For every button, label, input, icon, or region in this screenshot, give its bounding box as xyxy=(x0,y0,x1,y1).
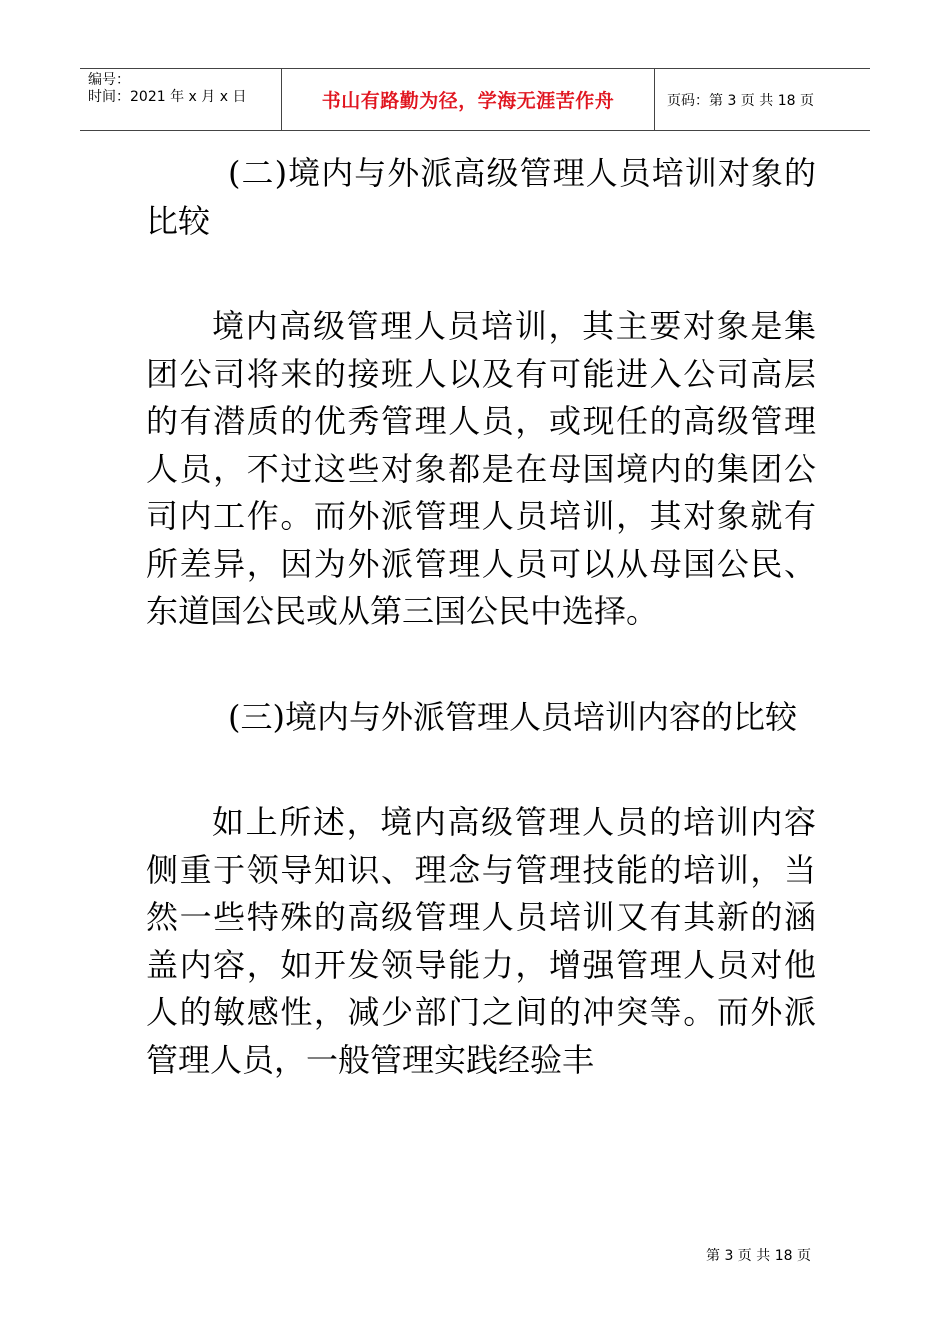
header-page-cell xyxy=(655,69,870,130)
header-motto-cell xyxy=(282,69,655,130)
paragraph-spacer xyxy=(146,741,816,799)
document-number-label: 编号： xyxy=(88,72,130,88)
section-heading-2: (二)境内与外派高级管理人员培训对象的比较 xyxy=(146,154,816,240)
paragraph-spacer xyxy=(146,636,816,694)
header-meta-cell xyxy=(80,69,282,130)
header-page-info: 页码：第 3 页 共 18 页 xyxy=(667,92,814,109)
page-header xyxy=(80,68,870,131)
section-heading-3: (三)境内与外派管理人员培训内容的比较 xyxy=(228,697,797,736)
header-motto: 书山有路勤为径，学海无涯苦作舟 xyxy=(321,90,615,112)
paragraph-spacer xyxy=(146,245,816,303)
document-body xyxy=(146,150,816,1084)
paragraph-training-targets: 境内高级管理人员培训，其主要对象是集团公司将来的接班人以及有可能进入公司高层的有潜质的优秀管理人员，或现任的高级管理人员，不过这些对象都是在母国境内的集团公司内工作。而外派管理人员培训，其对象就有所差异，因为外派管理人员可以从母国公民、东道国公民或从第三国公民中选择。 xyxy=(146,307,816,630)
page-footer: 第 3 页 共 18 页 xyxy=(706,1248,811,1264)
paragraph-training-content: 如上所述，境内高级管理人员的培训内容侧重于领导知识、理念与管理技能的培训，当然一些特殊的高级管理人员培训又有其新的涵盖内容，如开发领导能力，增强管理人员对他人的敏感性，减少部门之间的冲突等。而外派管理人员，一般管理实践经验丰 xyxy=(146,803,816,1079)
document-date-label: 时间：2021 年 x 月 x 日 xyxy=(88,89,247,105)
